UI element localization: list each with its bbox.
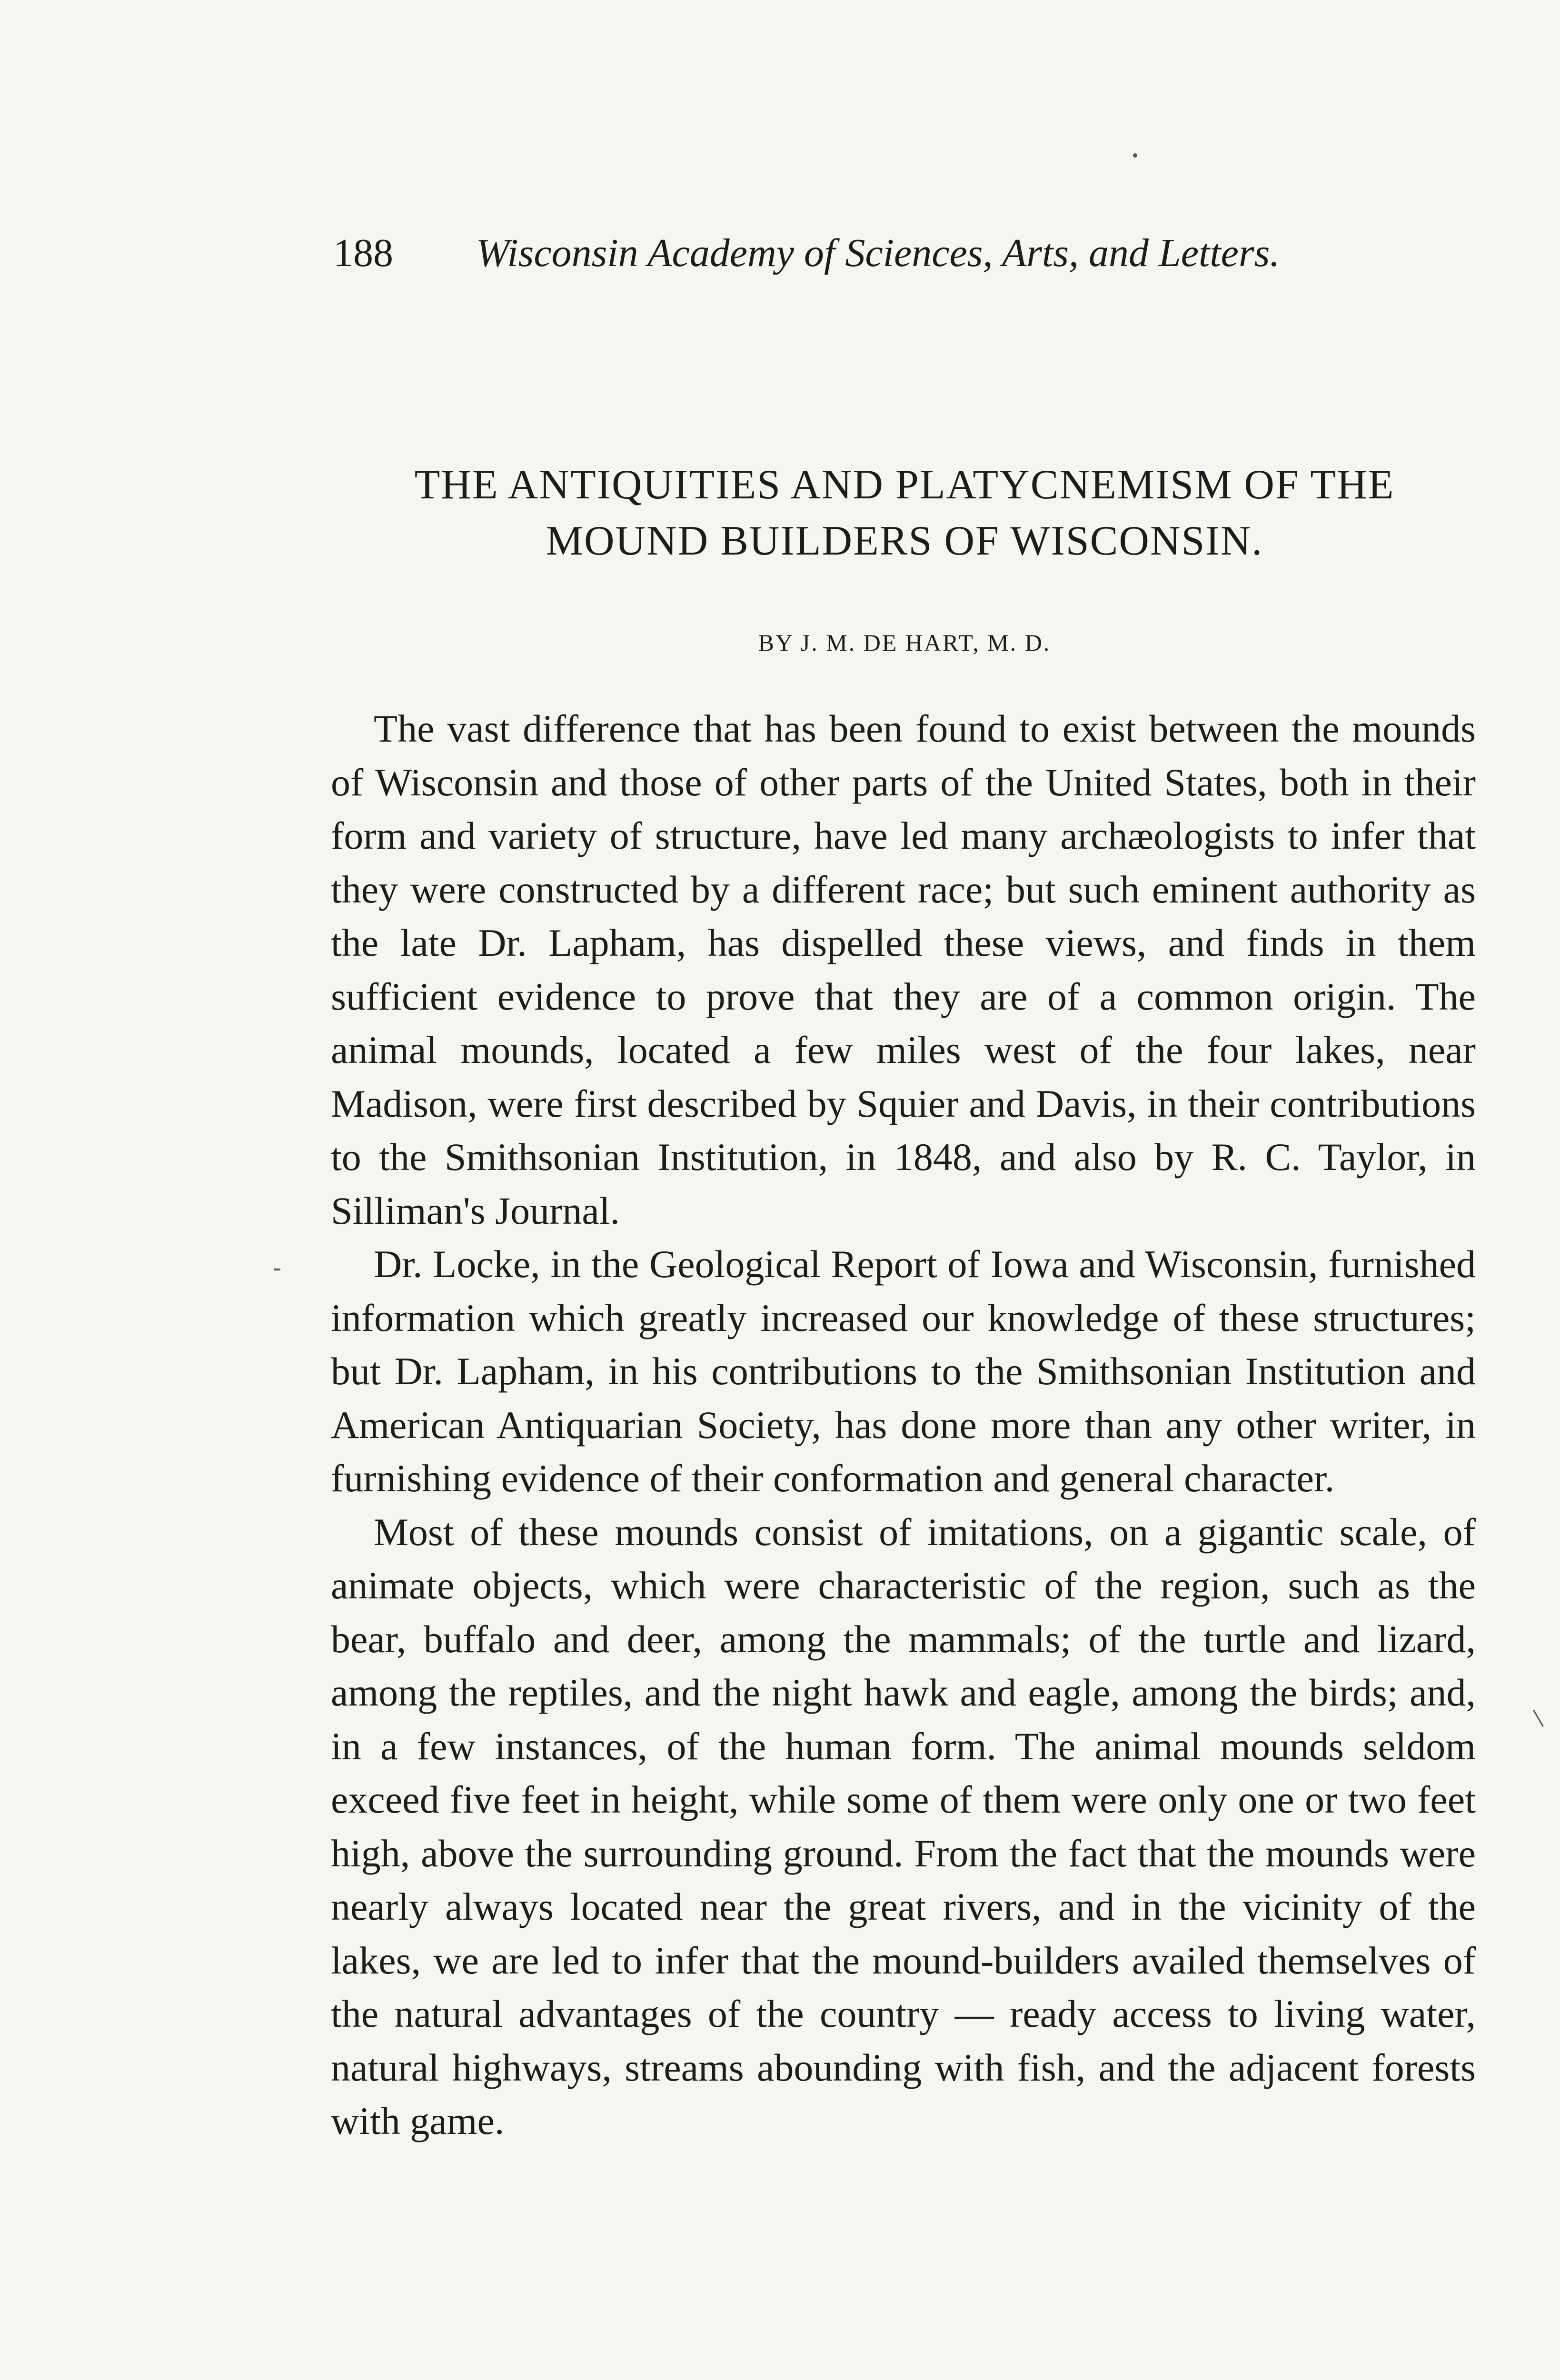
body-paragraph-2: Dr. Locke, in the Geological Report of Iowa and Wisconsin, furnished information which greatly increased our knowledge of these structures; but Dr. Lapham, in his contributions to the Smithsonian Institution and American Antiquarian Society, has done more than any other writer, in furnishing evidence of their conformation and general character. — [331, 1242, 1476, 1500]
journal-title: Wisconsin Academy of Sciences, Arts, and Letters. — [476, 231, 1280, 275]
body-paragraph-1: The vast difference that has been found to exist between the mounds of Wisconsin and those of other parts of the United States, both in their form and variety of structure, have led many archæologists to infer that they were constructed by a different race; but such eminent authority as the late Dr. Lapham, has dispelled these views, and finds in them sufficient evidence to prove that they are of a common origin. The animal mounds, located a few miles west of the four lakes, near Madison, were first described by Squier and Davis, in their contributions to the Smithsonian Institution, in 1848, and also by R. C. Taylor, in Silliman's Journal. — [331, 707, 1476, 1232]
scan-speck — [1133, 153, 1137, 158]
body-paragraph-3: Most of these mounds consist of imitations, on a gigantic scale, of animate objects, which were characteristic of the region, such as the bear, buffalo and deer, among the mammals; of the turtle and lizard, among the reptiles, and the night hawk and eagle, among the birds; and, in a few instances, of the human form. The animal mounds seldom exceed five feet in height, while some of them were only one or two feet high, above the surrounding ground. From the fact that the mounds were nearly always located near the great rivers, and in the vicinity of the lakes, we are led to infer that the mound-builders availed themselves of the natural advantages of the country — ready access to living water, natural highways, streams abounding with fish, and the adjacent forests with game. — [331, 1510, 1476, 2142]
scan-speck — [274, 1269, 280, 1270]
article-byline: BY J. M. DE HART, M. D. — [758, 629, 1051, 656]
article-title — [324, 457, 1485, 569]
scan-speck — [1533, 1710, 1544, 1727]
page-number: 188 — [333, 231, 393, 275]
article-body — [331, 702, 1476, 2148]
article-title-line-1: THE ANTIQUITIES AND PLATYCNEMISM OF THE — [414, 462, 1395, 508]
running-head — [333, 220, 1381, 287]
article-title-line-2: MOUND BUILDERS OF WISCONSIN. — [546, 518, 1263, 564]
